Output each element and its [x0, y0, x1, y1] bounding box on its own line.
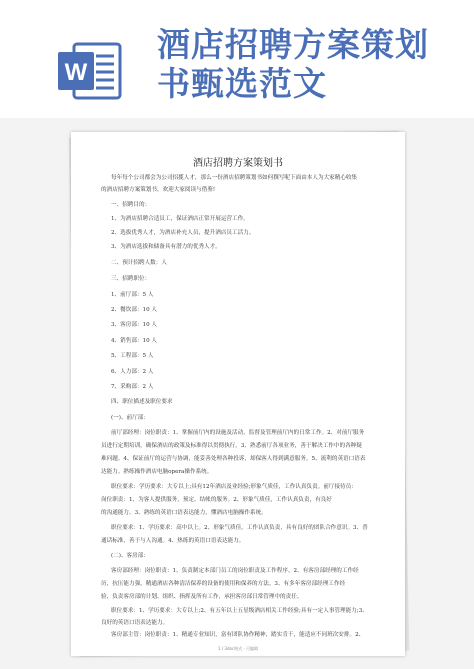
document-line: 通话标准，善于与人沟通。4、热练的英语口语表达能力。	[101, 538, 245, 544]
document-line: 的酒店招聘方案策划书，欢迎大家阅读与借鉴!	[101, 187, 216, 193]
page-footer: 1 / 3doc格式 · 可编辑	[218, 646, 258, 651]
banner-title-line-2: 书甄选范文	[157, 64, 327, 103]
document-line: 7、采购部：2 人	[111, 384, 154, 390]
document-line: 四、职位描述及职位要求	[111, 399, 173, 405]
document-line: 2、选拔优秀人才，为酒店补充人员，提升酒店员工活力。	[111, 230, 255, 236]
document-line: 历，抗压能力强，精通酒店各种清洁保养的设备的使用和保养的方法。3、有多年客房部经理工作经	[101, 581, 346, 587]
document-line: 岗位职责：1、为客人提供服务，预定、结帐的服务。2、形象气质佳，工作认真负责，有良好	[101, 497, 332, 503]
document-line: 2、餐饮部：10 人	[111, 307, 158, 313]
document-line: 6、人力部：2 人	[111, 369, 154, 375]
document-line: 1、为酒店招聘合适员工，保证酒店正常开展运营工作。	[111, 216, 249, 222]
document-page	[71, 132, 405, 656]
document-line: 职位要求：1、学历要求：高中以上。2、形象气质佳，工作认真负责，具有良好的团队合作意识。3、普	[111, 525, 368, 531]
document-line: 难问题。4、保证前厅的运营与协调，能妥善处理各种投诉，却保客人得到满意服务。5、流利的英语口语表	[101, 456, 366, 462]
document-line: 二、预计招聘人数：人	[111, 260, 167, 266]
document-line: 3、为酒店选拔和储备具有潜力的优秀人才。	[111, 244, 221, 250]
document-line: 1、前厅部：5 人	[111, 292, 154, 298]
document-line: 每年每个公司都会为公司招揽人才，那么一份酒店招聘策划书如何撰写呢下面由本人为大家精心收集	[111, 175, 358, 181]
document-title: 酒店招聘方案策划书	[193, 158, 283, 169]
document-line: 达能力。熟练操作酒店电脑opera操作系统。	[101, 469, 213, 475]
svg-text:W: W	[64, 59, 88, 86]
document-line: 职位要求：学历要求：大专以上;具有12年酒店及业经验;形象气质佳，工作认真负责。前厅接待员：	[111, 484, 357, 490]
document-line: 前厅部经理：岗位职责：1、掌握前厅内的设施及活动，监督及管理前厅内的日常工作。2、对前厅服务	[111, 430, 365, 436]
document-line: 三、招聘职位：	[111, 276, 151, 282]
document-line: (二)、客房部：	[111, 553, 149, 559]
document-line: 良好的英语口语表达能力。	[101, 620, 169, 626]
banner-title-line-1: 酒店招聘方案策划	[157, 25, 429, 64]
document-line: 5、工程部：5 人	[111, 353, 154, 359]
word-document-icon	[56, 40, 124, 102]
document-line: 职位要求：1、学历要求：大专以上;2、有五年以上五星级酒店相关工作经验;具有一定人事管理能力;3、	[111, 608, 368, 614]
document-line: 的沟通能力。3、熟练的英语口语表达能力，懂酒店电脑操作系统。	[101, 510, 267, 516]
document-line: 客房部主管：岗位职责：1、精通专业知识，富有团队协作精神，踏实肯干，能适应不同班次安排。2、	[111, 632, 365, 638]
document-line: 一、招聘目的：	[111, 202, 151, 208]
document-line: 员进行定期培训，确保酒店的政策及标准得以贯彻执行。3、熟悉前厅各项业务，善于解决工作中的各种疑	[101, 443, 362, 449]
document-line: 验，负责客房部的计划、组织、指挥及所有工作，承担客房部日常管理中的责任。	[101, 594, 303, 600]
document-line: 客房部经理：岗位职责：1、负责制定本部门员工的岗位职责及工作程序。2、有客房部经理的工作经	[111, 568, 359, 574]
document-line: 3、客房部：10 人	[111, 322, 158, 328]
document-line: (一)、前厅部：	[111, 415, 149, 421]
document-line: 4、销售部：10 人	[111, 338, 158, 344]
header-banner	[0, 0, 474, 118]
